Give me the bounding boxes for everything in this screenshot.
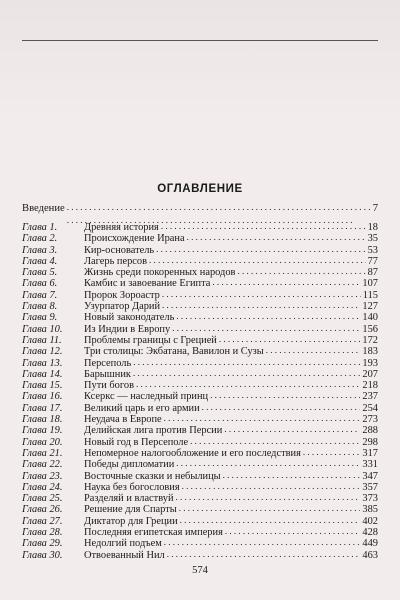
chapter-page: 127 [362,301,378,313]
dot-leader [179,503,361,514]
chapter-label: Глава 8. [22,301,58,313]
chapter-page: 183 [362,346,378,358]
dot-leader [187,232,366,243]
chapter-title: Недолгий подъем [84,538,162,550]
chapter-title: Проблемы границы с Грецией [84,334,217,346]
chapter-title: Восточные сказки и небылицы [84,470,221,482]
chapter-title: Древняя история [84,222,159,233]
dot-leader [223,470,361,481]
chapter-page: 298 [362,436,378,448]
dot-leader [190,436,360,447]
dot-leader [176,492,361,503]
dot-leader [176,458,360,469]
chapter-page: 402 [362,515,378,527]
chapter-page: 53 [367,244,378,256]
chapter-label: Глава 3. [22,244,58,256]
toc-entry-page: 7 [372,203,378,214]
dot-leader [162,300,360,311]
chapter-title: Персеполь [84,357,132,369]
show-through-area [0,0,400,120]
chapter-title: Последняя египетская империя [84,527,223,539]
chapter-title: Кир-основатель [84,244,155,256]
chapter-page: 254 [362,402,378,414]
chapter-page: 385 [362,504,378,516]
chapter-label: Глава 12. [22,346,63,358]
dot-leader [161,221,366,232]
chapter-label: Глава 17. [22,402,63,414]
chapter-page: 449 [362,538,378,550]
chapter-page: 331 [362,459,378,471]
dot-leader [172,323,360,334]
chapter-label: Глава 22. [22,459,63,471]
chapter-page: 347 [362,470,378,482]
chapter-page: 18 [367,222,378,233]
chapter-label: Глава 13. [22,357,63,369]
chapter-page: 140 [362,312,378,324]
dot-leader [176,311,360,322]
dot-leader [210,390,360,401]
dot-leader [136,379,360,390]
chapter-title: Узурпатор Дарий [84,301,161,313]
chapter-title: Барышник [84,368,131,380]
dot-leader [180,515,361,526]
dot-leader [156,244,365,255]
chapter-title: Камбис и завоевание Египта [84,278,211,290]
chapter-title: Ксеркс — наследный принц [84,391,209,403]
chapter-title: Разделяй и властвуй [84,493,174,505]
chapter-label: Глава 14. [22,368,63,380]
dot-leader [162,289,361,300]
chapter-page: 35 [367,233,378,245]
chapter-label: Глава 21. [22,447,63,459]
chapter-label: Глава 19. [22,425,63,437]
chapter-label: Глава 16. [22,391,63,403]
dot-leader [133,357,360,368]
chapter-title: Неудача в Европе [84,414,162,426]
chapter-label: Глава 18. [22,414,63,426]
chapter-page: 273 [362,414,378,426]
chapter-title: Происхождение Ирана [84,233,185,245]
chapter-title: Три столицы: Экбатана, Вавилон и Сузы [84,346,264,358]
chapter-title: Жизнь среди покоренных народов [84,267,236,279]
chapter-page: 115 [362,289,378,301]
chapter-title: Наука без богословия [84,481,180,493]
chapter-page: 463 [362,549,378,561]
chapter-label: Глава 30. [22,549,63,561]
dot-leader [167,549,361,560]
chapter-page: 317 [362,447,378,459]
dot-leader [133,368,360,379]
chapter-page: 77 [367,255,378,267]
chapter-title: Лагерь персов [84,255,148,267]
toc-entry-title: Введение [22,203,65,214]
dot-leader [266,345,361,356]
chapter-page: 288 [362,425,378,437]
chapter-page: 357 [362,481,378,493]
chapter-page: 237 [362,391,378,403]
chapter-label: Глава 11. [22,334,62,346]
chapter-label: Глава 28. [22,527,63,539]
chapter-title: Из Индии в Европу [84,323,171,335]
chapter-label: Глава 15. [22,380,63,392]
chapter-label: Глава 2. [22,233,58,245]
chapter-page: 193 [362,357,378,369]
dot-leader [149,255,366,266]
chapter-title: Пророк Зороастр [84,289,160,301]
chapter-page: 373 [362,493,378,505]
chapter-label: Глава 7. [22,289,58,301]
chapter-label: Глава 10. [22,323,63,335]
chapter-title: Новый законодатель [84,312,175,324]
dot-leader [237,266,365,277]
dot-leader [164,537,361,548]
chapter-label: Глава 6. [22,278,58,290]
chapter-label: Глава 26. [22,504,63,516]
chapter-label: Глава 29. [22,538,63,550]
chapter-page: 172 [362,334,378,346]
table-of-contents [22,222,378,561]
chapter-page: 428 [362,527,378,539]
dot-leader [303,447,361,458]
chapter-label: Глава 27. [22,515,63,527]
chapter-label: Глава 1. [22,222,58,233]
dot-leader [224,424,360,435]
toc-entry [22,550,378,561]
chapter-title: Великий царь и его армии [84,402,200,414]
chapter-page: 207 [362,368,378,380]
dot-leader [219,334,361,345]
chapter-label: Глава 23. [22,470,63,482]
chapter-title: Непомерное налогообложение и его последствия [84,447,301,459]
chapter-title: Решение для Спарты [84,504,177,516]
dot-leader [225,526,361,537]
dot-leader [164,413,361,424]
chapter-label: Глава 9. [22,312,58,324]
page-number: 574 [192,565,208,576]
dot-leader [182,481,361,492]
chapter-title: Новый год в Персеполе [84,436,189,448]
chapter-label: Глава 4. [22,255,58,267]
contents-title: ОГЛАВЛЕНИЕ [157,183,243,195]
header-rule [22,40,378,41]
chapter-page: 156 [362,323,378,335]
chapter-page: 218 [362,380,378,392]
chapter-title: Отвоеванный Нил [84,549,165,561]
chapter-title: Победы дипломатии [84,459,175,471]
chapter-title: Делийская лига против Персии [84,425,223,437]
chapter-label: Глава 25. [22,493,63,505]
chapter-page: 87 [367,267,378,279]
dot-leader [202,402,361,413]
chapter-title: Пути богов [84,380,134,392]
dot-leader [212,277,360,288]
chapter-label: Глава 5. [22,267,58,279]
chapter-title: Диктатор для Греции [84,515,178,527]
chapter-label: Глава 24. [22,481,63,493]
chapter-page: 107 [362,278,378,290]
chapter-label: Глава 20. [22,436,63,448]
